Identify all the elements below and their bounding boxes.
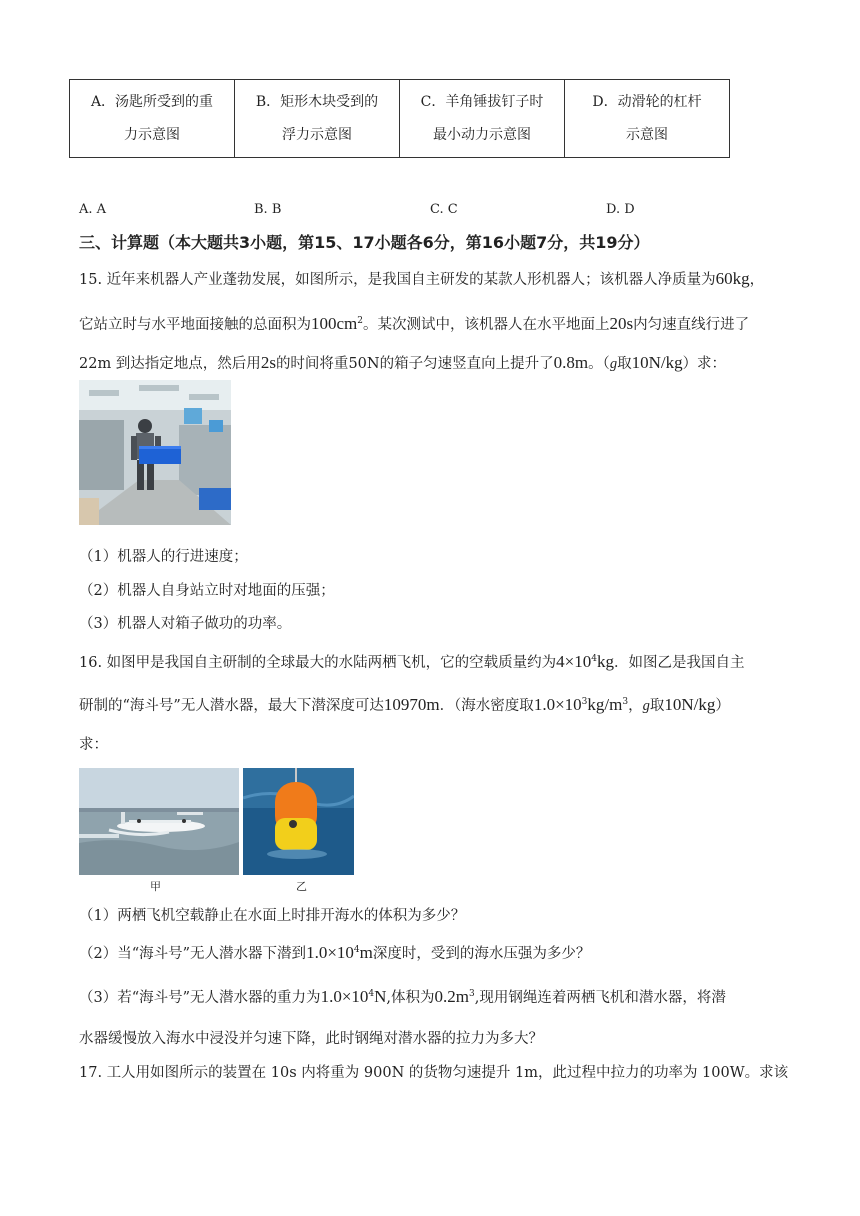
amphibious-plane-photo bbox=[79, 768, 239, 875]
q16-sub-3-cont: 水器缓慢放入海水中浸没并匀速下降，此时钢绳对潜水器的拉力为多大？ bbox=[79, 1031, 543, 1047]
option-a-cell: A．汤匙所受到的重 力示意图 bbox=[70, 80, 235, 158]
submersible-image bbox=[243, 768, 354, 875]
q16-line-3: 求： bbox=[79, 737, 108, 753]
q16-line-2: 研制的“海斗号”无人潜水器，最大下潜深度可达10970m．（海水密度取$1.0\times 10^3kg/m^3$，g取10N/kg） bbox=[79, 695, 730, 714]
submersible-photo bbox=[243, 768, 354, 875]
choice-a[interactable]: A. A bbox=[79, 202, 107, 217]
option-c-cell: C．羊角锤拔钉子时 最小动力示意图 bbox=[400, 80, 565, 158]
robot-photo bbox=[79, 380, 231, 525]
q16-sub-1: （1）两栖飞机空载静止在水面上时排开海水的体积为多少？ bbox=[79, 908, 466, 924]
option-d-cell: D．动滑轮的杠杆 示意图 bbox=[565, 80, 730, 158]
choice-b[interactable]: B. B bbox=[254, 202, 282, 217]
q16-sub-3: （3）若“海斗号”无人潜水器的重力为$1.0\times 10^4N$,体积为$0.2m^3$,现用钢绳连着两栖飞机和潜水器，将潜 bbox=[79, 987, 726, 1006]
q15-sub-2: （2）机器人自身站立时对地面的压强； bbox=[79, 583, 335, 599]
q16-line-1: 16. 如图甲是我国自主研制的全球最大的水陆两栖飞机，它的空载质量约为$4\times 10^4kg$．如图乙是我国自主 bbox=[79, 652, 745, 671]
q15-line-2: 它站立时与水平地面接触的总面积为$100cm^2$。某次测试中，该机器人在水平地面上20s内匀速直线行进了 bbox=[79, 314, 750, 333]
q16-sub-2: （2）当“海斗号”无人潜水器下潜到$1.0\times 10^4m$深度时，受到的海水压强为多少？ bbox=[79, 943, 591, 962]
q15-sub-3: （3）机器人对箱子做功的功率。 bbox=[79, 616, 292, 632]
plane-image bbox=[79, 768, 239, 875]
choice-d[interactable]: D. D bbox=[606, 202, 635, 217]
caption-right: 乙 bbox=[296, 880, 307, 893]
options-table bbox=[69, 79, 730, 158]
choice-c[interactable]: C. C bbox=[430, 202, 458, 217]
q17-line-1: 17. 工人用如图所示的装置在 10s 内将重为 900N 的货物匀速提升 1m，此过程中拉力的功率为 100W。求该 bbox=[79, 1065, 789, 1081]
robot-image bbox=[79, 380, 231, 525]
q15-sub-1: （1）机器人的行进速度； bbox=[79, 549, 248, 565]
option-b-cell: B．矩形木块受到的 浮力示意图 bbox=[235, 80, 400, 158]
q15-line-1: 15. 近年来机器人产业蓬勃发展，如图所示，是我国自主研发的某款人形机器人；该机器人净质量为60kg， bbox=[79, 269, 765, 288]
section-title: 三、计算题（本大题共3小题，第15、17小题各6分，第16小题7分，共19分） bbox=[79, 233, 650, 252]
caption-left: 甲 bbox=[150, 880, 161, 893]
q15-line-3: 22m 到达指定地点，然后用2s的时间将重50N的箱子匀速竖直向上提升了0.8m。（g取10N/kg）求： bbox=[79, 353, 727, 372]
